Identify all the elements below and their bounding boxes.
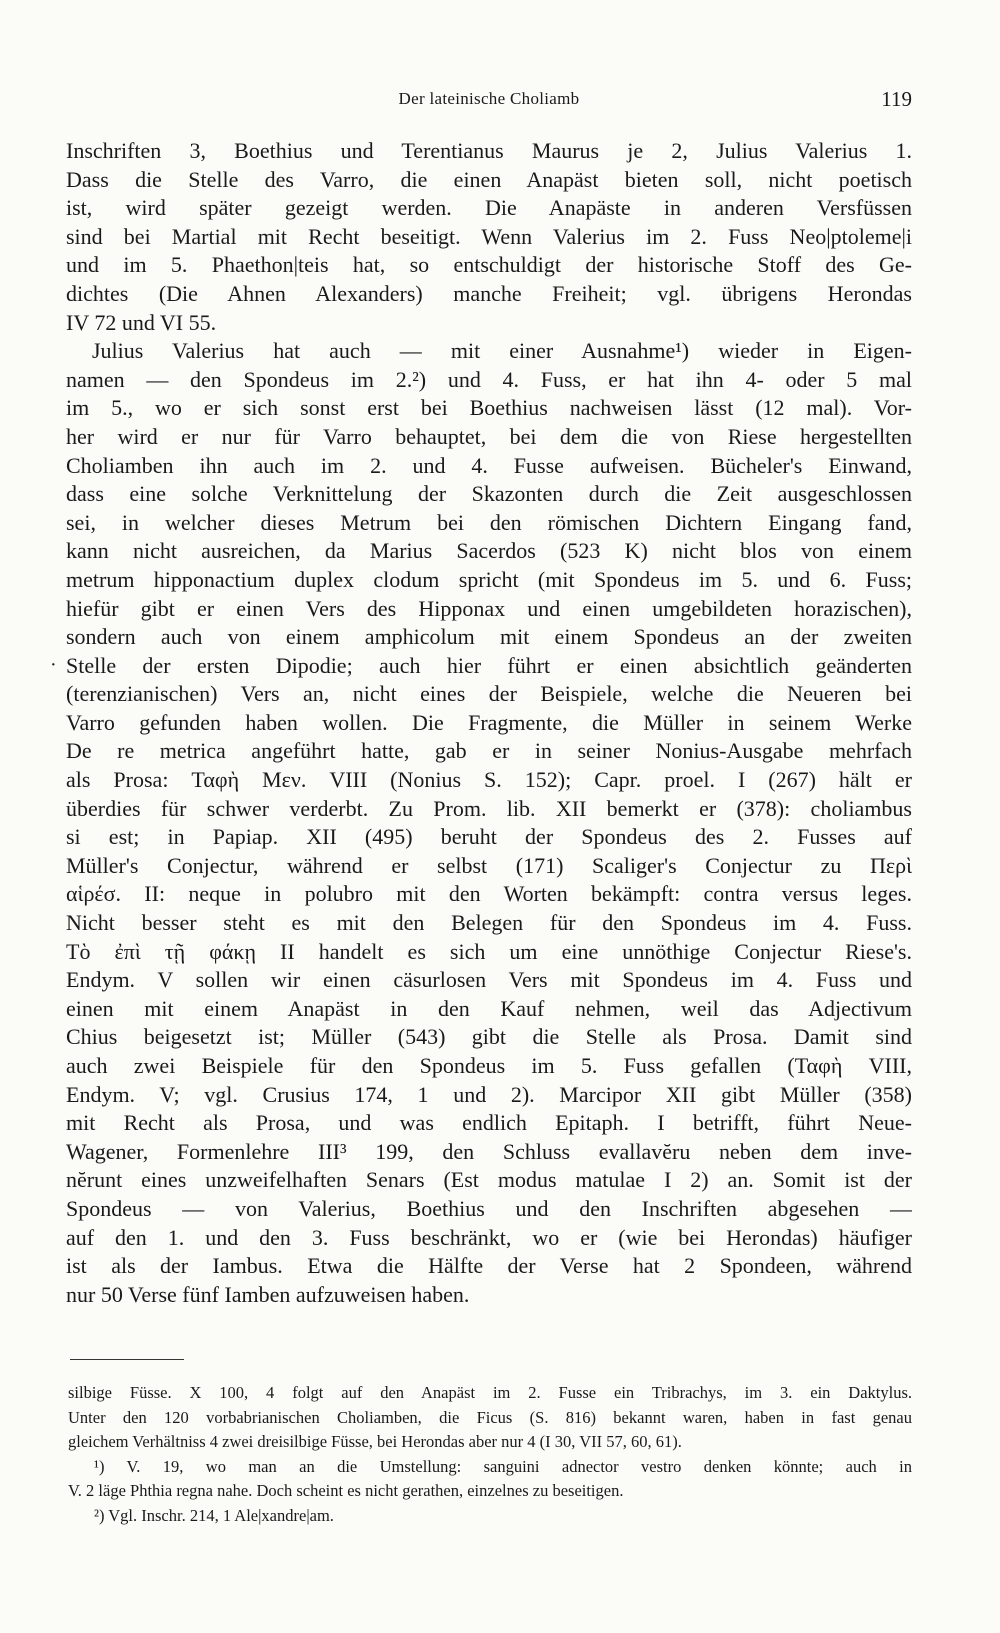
body-text bbox=[66, 137, 912, 1309]
body-line: Chius beigesetzt ist; Müller (543) gibt die Stelle als Prosa. Damit sind bbox=[66, 1024, 912, 1050]
body-line: mit Recht als Prosa, und was endlich Epitaph. I betrifft, führt Neue- bbox=[66, 1110, 912, 1136]
body-line: hiefür gibt er einen Vers des Hipponax und einen umgebildeten horazischen), bbox=[66, 595, 912, 621]
footnote-line: ²) Vgl. Inschr. 214, 1 Ale|xandre|am. bbox=[94, 1505, 334, 1525]
footnote-line: gleichem Verhältniss 4 zwei dreisilbige Füsse, bei Herondas aber nur 4 (I 30, VII 57, 60, 61). bbox=[68, 1432, 682, 1451]
body-line: überdies für schwer verderbt. Zu Prom. lib. XII bemerkt er (378): choliambus bbox=[66, 795, 912, 821]
body-line: Nicht besser steht es mit den Belegen für den Spondeus im 4. Fuss. bbox=[66, 910, 912, 936]
page-number: 119 bbox=[881, 87, 912, 111]
body-line: und im 5. Phaethon|teis hat, so entschuldigt der historische Stoff des Ge- bbox=[66, 252, 912, 278]
body-line: Stelle der ersten Dipodie; auch hier führt er einen absichtlich geänderten bbox=[66, 652, 912, 678]
body-line: sei, in welcher dieses Metrum bei den römischen Dichtern Eingang fand, bbox=[66, 509, 912, 535]
body-line: si est; in Papiap. XII (495) beruht der Spondeus des 2. Fusses auf bbox=[66, 824, 912, 850]
body-line: nur 50 Verse fünf Iamben aufzuweisen haben. bbox=[66, 1281, 470, 1307]
footnote-line: V. 2 läge Phthia regna nahe. Doch scheint es nicht gerathen, einzelnes zu beseitigen. bbox=[68, 1481, 624, 1500]
body-line: αἱρέσ. II: neque in polubro mit den Worten bekämpft: contra versus leges. bbox=[66, 881, 912, 907]
body-line: auch zwei Beispiele für den Spondeus im 5. Fuss gefallen (Ταφὴ VIII, bbox=[66, 1053, 912, 1078]
body-line: im 5., wo er sich sonst erst bei Boethius nachweisen lässt (12 mal). Vor- bbox=[66, 395, 912, 421]
running-head-title: Der lateinische Choliamb bbox=[398, 89, 580, 108]
footnote-divider bbox=[70, 1359, 184, 1360]
margin-mark: · bbox=[50, 654, 57, 676]
body-line: sondern auch von einem amphicolum mit einem Spondeus an der zweiten bbox=[66, 624, 912, 650]
footnote-line: silbige Füsse. X 100, 4 folgt auf den Anapäst im 2. Fusse ein Tribrachys, im 3. ein Daktylus. bbox=[68, 1383, 912, 1402]
body-line: Müller's Conjectur, während er selbst (171) Scaliger's Conjectur zu Περὶ bbox=[66, 852, 912, 878]
body-line: Spondeus — von Valerius, Boethius und den Inschriften abgesehen — bbox=[66, 1195, 912, 1221]
body-line: De re metrica angeführt hatte, gab er in seiner Nonius-Ausgabe mehrfach bbox=[66, 738, 912, 764]
body-line: kann nicht ausreichen, da Marius Sacerdos (523 K) nicht blos von einem bbox=[66, 538, 912, 564]
footnote-line: Unter den 120 vorbabrianischen Choliamben, die Ficus (S. 816) bekannt waren, haben in fast genau bbox=[68, 1407, 912, 1427]
body-line: ist als der Iambus. Etwa die Hälfte der Verse hat 2 Spondeen, während bbox=[66, 1253, 912, 1279]
body-line: Wagener, Formenlehre III³ 199, den Schluss evallavĕru neben dem inve- bbox=[66, 1138, 912, 1164]
body-line: Choliamben ihn auch im 2. und 4. Fusse aufweisen. Bücheler's Einwand, bbox=[66, 452, 912, 478]
body-line: als Prosa: Ταφὴ Μεν. VIII (Nonius S. 152); Capr. proel. I (267) hält er bbox=[66, 767, 912, 793]
body-line: nĕrunt eines unzweifelhaften Senars (Est modus matulae I 2) an. Somit ist der bbox=[66, 1167, 912, 1193]
body-line: dass eine solche Verknittelung der Skazonten durch die Zeit ausgeschlossen bbox=[66, 481, 912, 507]
body-line: Τὸ ἐπὶ τῇ φάκῃ II handelt es sich um eine unnöthige Conjectur Riese's. bbox=[66, 938, 912, 964]
body-line: sind bei Martial mit Recht beseitigt. Wenn Valerius im 2. Fuss Neo|ptoleme|i bbox=[66, 223, 912, 249]
body-line: Inschriften 3, Boethius und Terentianus Maurus je 2, Julius Valerius 1. bbox=[66, 138, 912, 163]
body-line: dichtes (Die Ahnen Alexanders) manche Freiheit; vgl. übrigens Herondas bbox=[66, 280, 912, 306]
running-head bbox=[66, 89, 912, 113]
body-line: ist, wird später gezeigt werden. Die Anapäste in anderen Versfüssen bbox=[66, 195, 912, 221]
footnotes bbox=[68, 1381, 912, 1528]
body-line: Dass die Stelle des Varro, die einen Anapäst bieten soll, nicht poetisch bbox=[66, 166, 912, 192]
body-line: Endym. V sollen wir einen cäsurlosen Vers mit Spondeus im 4. Fuss und bbox=[66, 967, 912, 993]
body-line: metrum hipponactium duplex clodum spricht (mit Spondeus im 5. und 6. Fuss; bbox=[66, 566, 912, 592]
body-line: Varro gefunden haben wollen. Die Fragmente, die Müller in seinem Werke bbox=[66, 709, 912, 735]
body-line: einen mit einem Anapäst in den Kauf nehmen, weil das Adjectivum bbox=[66, 995, 912, 1021]
body-line: Julius Valerius hat auch — mit einer Ausnahme¹) wieder in Eigen- bbox=[92, 338, 912, 364]
footnote-line: ¹) V. 19, wo man an die Umstellung: sanguini adnector vestro denken könnte; auch in bbox=[94, 1456, 912, 1476]
body-line: IV 72 und VI 55. bbox=[66, 309, 217, 335]
body-line: her wird er nur für Varro behauptet, bei dem die von Riese hergestellten bbox=[66, 423, 912, 449]
body-line: Endym. V; vgl. Crusius 174, 1 und 2). Marcipor XII gibt Müller (358) bbox=[66, 1081, 912, 1107]
body-line: namen — den Spondeus im 2.²) und 4. Fuss, er hat ihn 4- oder 5 mal bbox=[66, 366, 912, 392]
body-line: auf den 1. und den 3. Fuss beschränkt, wo er (wie bei Herondas) häufiger bbox=[66, 1224, 912, 1250]
body-line: (terenzianischen) Vers an, nicht eines der Beispiele, welche die Neueren bei bbox=[66, 681, 912, 707]
